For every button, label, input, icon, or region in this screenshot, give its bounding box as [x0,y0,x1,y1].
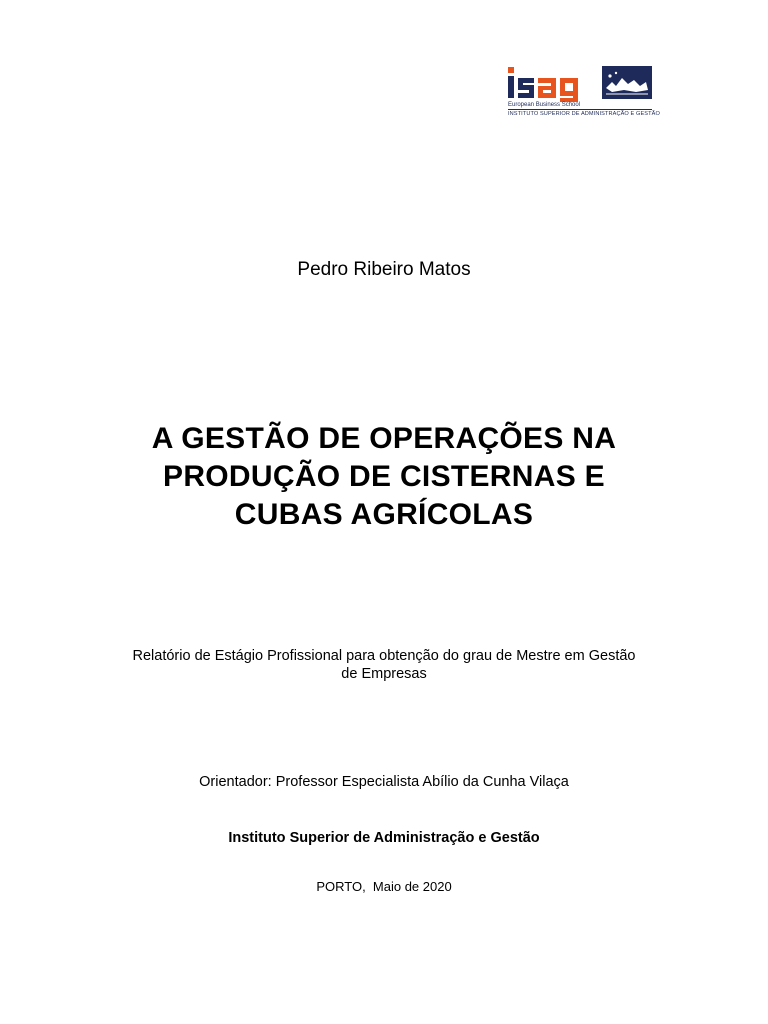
thesis-title-line: A GESTÃO DE OPERAÇÕES NA [151,422,617,455]
place-and-date: PORTO, Maio de 2020 [316,879,452,894]
thesis-title-line: CUBAS AGRÍCOLAS [234,498,534,531]
isag-logo [506,64,660,124]
logo-tagline: European Business School [508,102,581,108]
isag-logo-mark [506,64,654,104]
author-name: Pedro Ribeiro Matos [297,259,471,280]
degree-purpose [100,647,668,683]
degree-purpose-line: de Empresas [341,666,427,682]
thesis-title [100,420,668,534]
institution-name: Instituto Superior de Administração e Gestão [228,830,540,846]
logo-rule [508,109,652,110]
degree-purpose-line: Relatório de Estágio Profissional para obtenção do grau de Mestre em Gestão [132,648,636,664]
logo-institute: INSTITUTO SUPERIOR DE ADMINISTRAÇÃO E GESTÃO [508,111,660,117]
thesis-title-line: PRODUÇÃO DE CISTERNAS E [163,460,605,493]
advisor: Orientador: Professor Especialista Abílio da Cunha Vilaça [199,774,569,790]
